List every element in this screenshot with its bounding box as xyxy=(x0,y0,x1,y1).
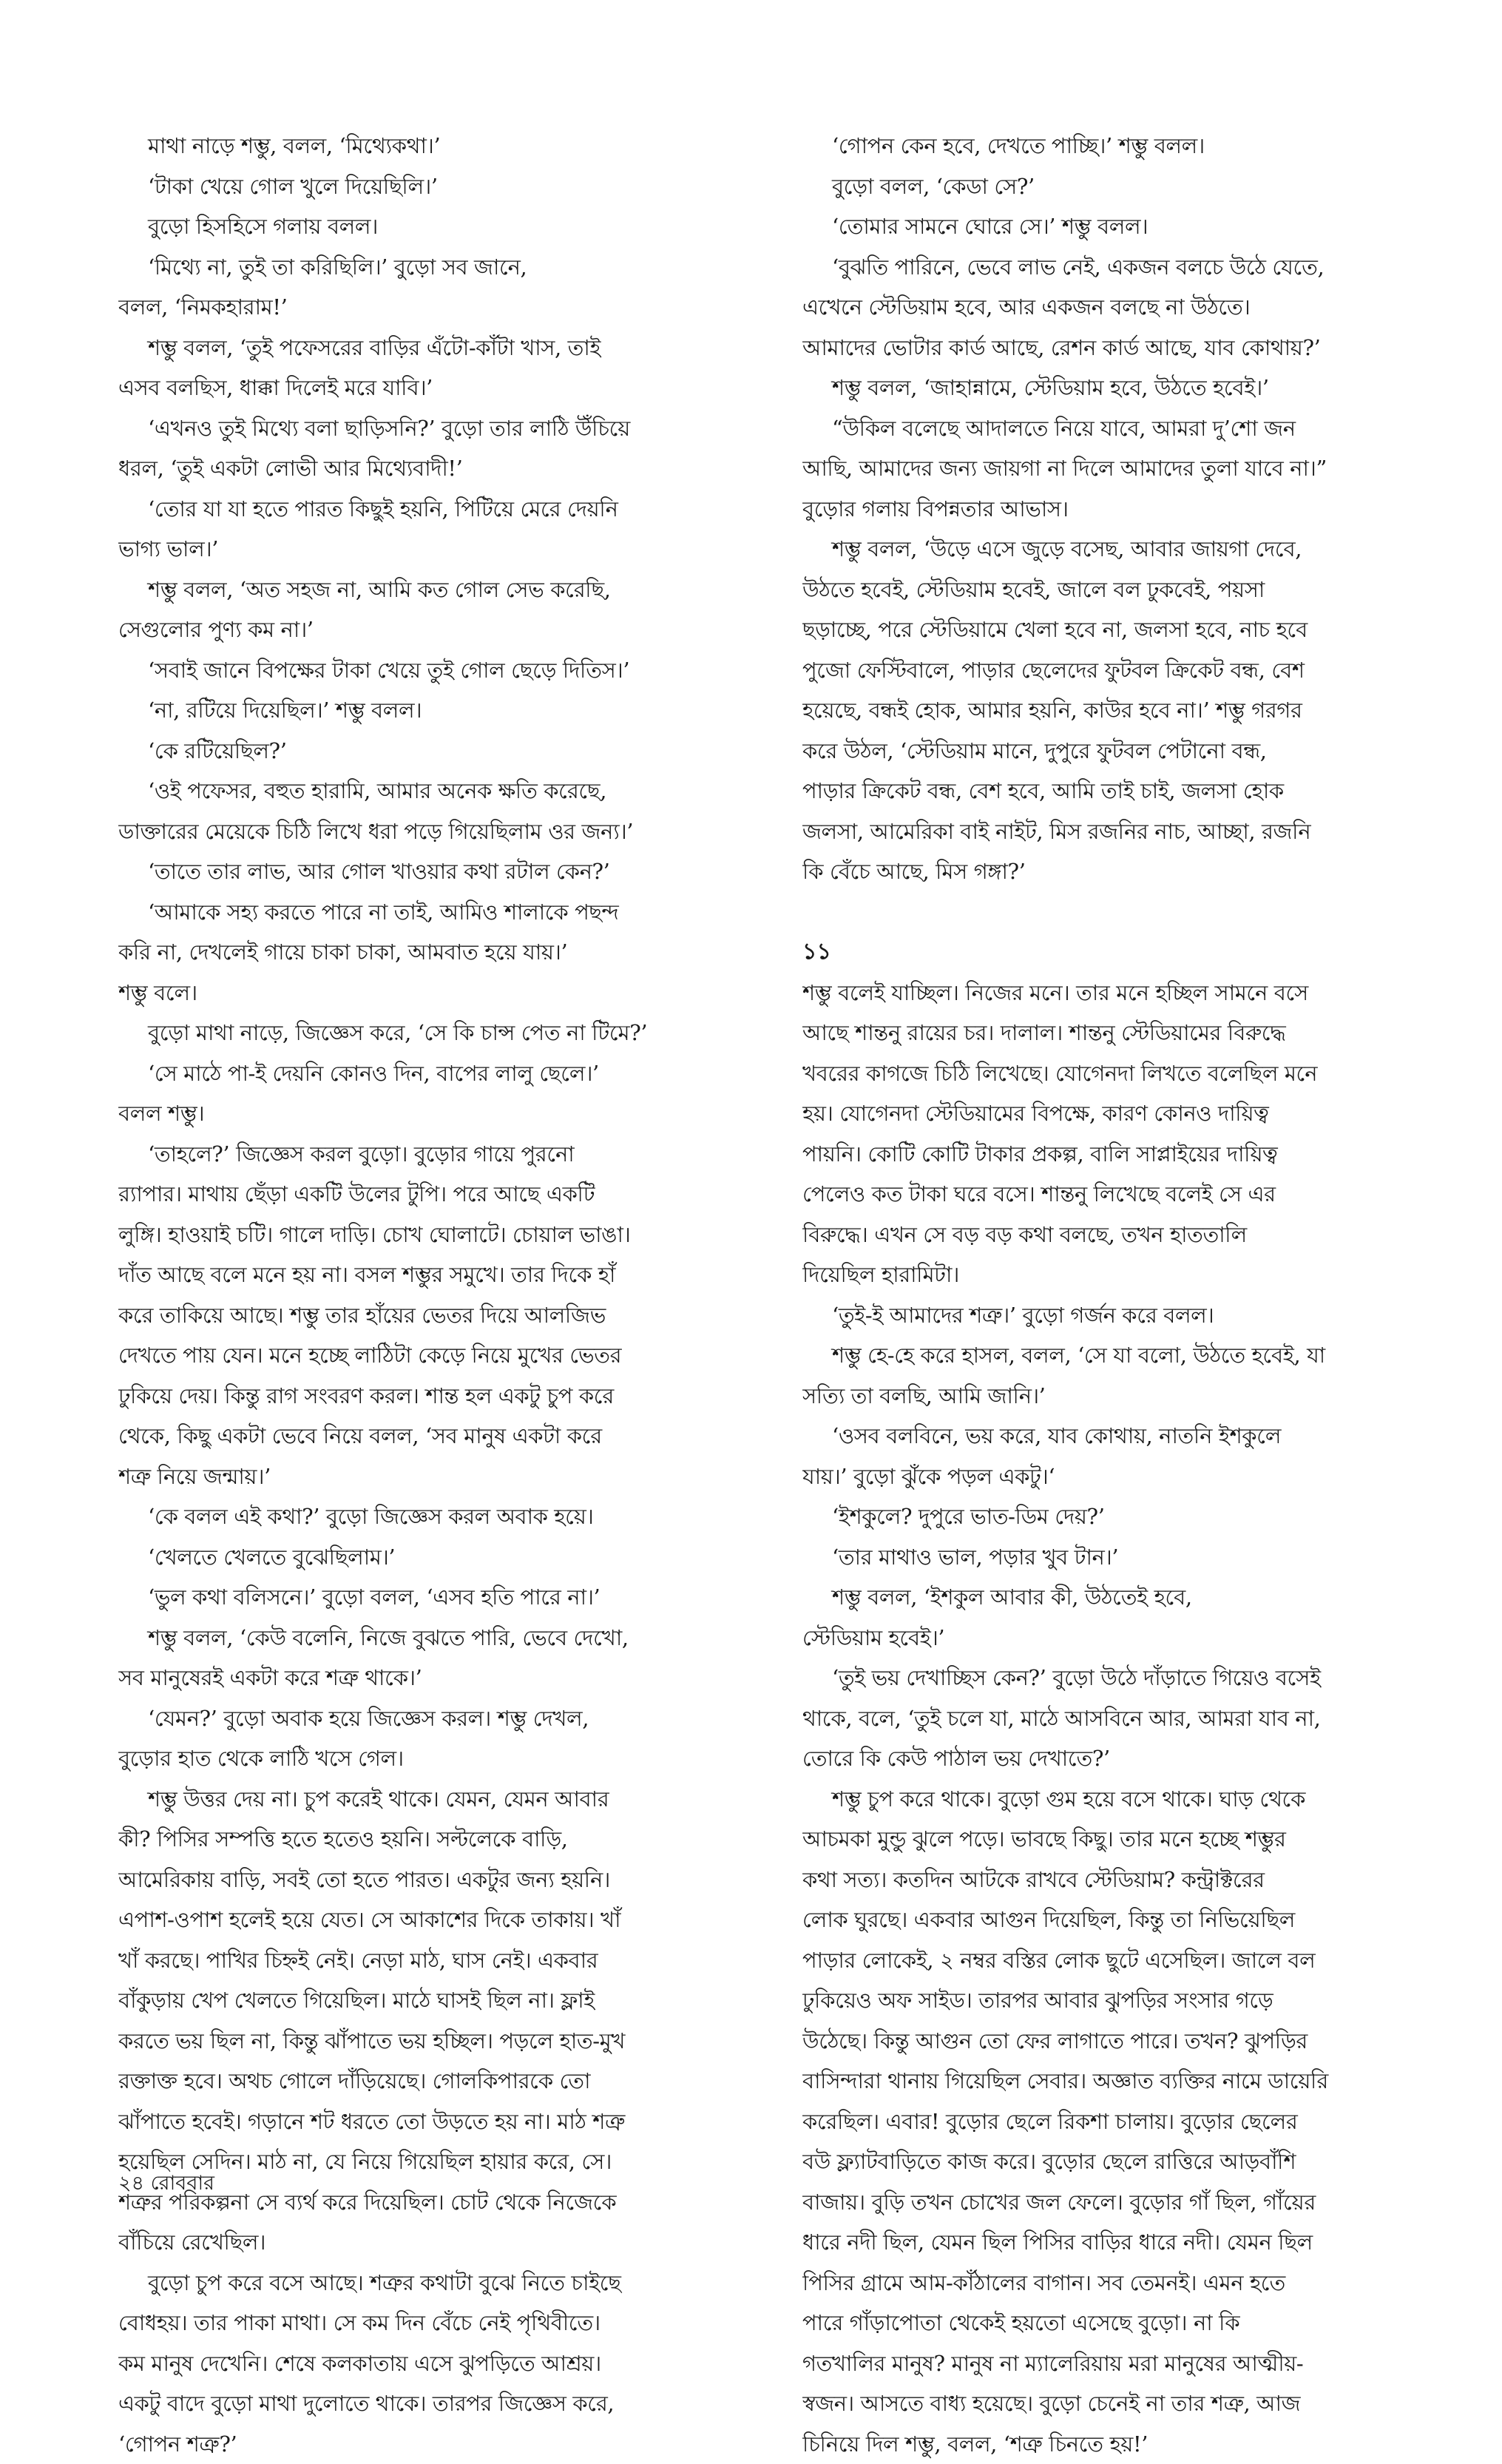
right-column-top-text xyxy=(802,126,1453,892)
text-line: এসব বলছিস, ধাক্কা দিলেই মরে যাবি।’ xyxy=(118,368,769,408)
text-line: আছে শান্তনু রায়ের চর। দালাল। শান্তনু স্টেডিয়ামের বিরুদ্ধে xyxy=(802,1013,1453,1053)
text-line: বুড়ো মাথা নাড়ে, জিজ্ঞেস করে, ‘সে কি চান্স পেত না টিমে?’ xyxy=(118,1013,769,1053)
text-line: তোরে কি কেউ পাঠাল ভয় দেখাতে?’ xyxy=(802,1738,1453,1779)
text-line: বলল, ‘নিমকহারাম!’ xyxy=(118,287,769,328)
text-line: খবরের কাগজে চিঠি লিখেছে। যোগেনদা লিখতে বলেছিল মনে xyxy=(802,1053,1453,1094)
text-line: যায়।’ বুড়ো ঝুঁকে পড়ল একটু।‘ xyxy=(802,1457,1453,1497)
text-line: শম্ভু বলল, ‘উড়ে এসে জুড়ে বসেছ, আবার জায়গা দেবে, xyxy=(802,529,1453,570)
text-line: বুড়ো চুপ করে বসে আছে। শত্রুর কথাটা বুঝে নিতে চাইছে xyxy=(118,2263,769,2303)
text-line: ডাক্তারের মেয়েকে চিঠি লিখে ধরা পড়ে গিয়েছিলাম ওর জন্য।’ xyxy=(118,811,769,852)
text-line: এপাশ-ওপাশ হলেই হয়ে যেত। সে আকাশের দিকে তাকায়। খাঁ xyxy=(118,1900,769,1940)
text-line: ধরল, ‘তুই একটা লোভী আর মিথ্যেবাদী!’ xyxy=(118,448,769,489)
text-line: ‘তোমার সামনে ঘোরে সে।’ শম্ভু বলল। xyxy=(802,206,1453,247)
text-line: হয়েছে, বন্ধই হোক, আমার হয়নি, কাউর হবে না।’ শম্ভু গরগর xyxy=(802,690,1453,731)
text-line: হয়। যোগেনদা স্টেডিয়ামের বিপক্ষে, কারণ কোনও দায়িত্ব xyxy=(802,1093,1453,1134)
text-line: ‘তার মাথাও ভাল, পড়ার খুব টান।’ xyxy=(802,1537,1453,1578)
text-line: ‘বুঝতি পারিনে, ভেবে লাভ নেই, একজন বলচে উঠে যেতে, xyxy=(802,247,1453,288)
text-line: ‘না, রটিয়ে দিয়েছিল।’ শম্ভু বলল। xyxy=(118,690,769,731)
text-line: পারে গাঁড়াপোতা থেকেই হয়তো এসেছে বুড়ো। না কি xyxy=(802,2303,1453,2343)
text-line: করতে ভয় ছিল না, কিন্তু ঝাঁপাতে ভয় হচ্ছিল। পড়লে হাত-মুখ xyxy=(118,2021,769,2062)
text-line: ছড়াচ্ছে, পরে স্টেডিয়ামে খেলা হবে না, জলসা হবে, নাচ হবে xyxy=(802,610,1453,650)
text-line: লুঙ্গি। হাওয়াই চটি। গালে দাড়ি। চোখ ঘোলাটে। চোয়াল ভাঙা। xyxy=(118,1215,769,1255)
text-line: শম্ভু বলল, ‘কেউ বলেনি, নিজে বুঝতে পারি, ভেবে দেখো, xyxy=(118,1618,769,1658)
text-line: স্বজন। আসতে বাধ্য হয়েছে। বুড়ো চেনেই না তার শত্রু, আজ xyxy=(802,2383,1453,2424)
text-line: ‘ইশকুলে? দুপুরে ভাত-ডিম দেয়?’ xyxy=(802,1496,1453,1537)
text-line: ‘যেমন?’ বুড়ো অবাক হয়ে জিজ্ঞেস করল। শম্ভু দেখল, xyxy=(118,1698,769,1739)
text-line: কথা সত্য। কতদিন আটকে রাখবে স্টেডিয়াম? কন্ট্রাক্টরের xyxy=(802,1860,1453,1900)
right-column xyxy=(802,126,1453,2464)
text-line: ‘সবাই জানে বিপক্ষের টাকা খেয়ে তুই গোল ছেড়ে দিতিস।’ xyxy=(118,650,769,691)
text-line: পায়নি। কোটি কোটি টাকার প্রকল্প, বালি সাপ্লাইয়ের দায়িত্ব xyxy=(802,1134,1453,1175)
text-line: ভাগ্য ভাল।’ xyxy=(118,529,769,570)
right-column-bottom-text xyxy=(802,973,1453,2464)
text-line: সত্যি তা বলছি, আমি জানি।’ xyxy=(802,1376,1453,1417)
text-line: গতখালির মানুষ? মানুষ না ম্যালেরিয়ায় মরা মানুষের আত্মীয়- xyxy=(802,2343,1453,2384)
text-line: ‘ওসব বলবিনে, ভয় করে, যাব কোথায়, নাতনি ইশকুলে xyxy=(802,1416,1453,1457)
text-line: ঢুকিয়েও অফ সাইড। তারপর আবার ঝুপড়ির সংসার গড়ে xyxy=(802,1980,1453,2021)
text-line: বলল শম্ভু। xyxy=(118,1093,769,1134)
text-line: হয়েছিল সেদিন। মাঠ না, যে নিয়ে গিয়েছিল হায়ার করে, সে। xyxy=(118,2141,769,2182)
text-line: থেকে, কিছু একটা ভেবে নিয়ে বলল, ‘সব মানুষ একটা করে xyxy=(118,1416,769,1457)
text-line: খাঁ করছে। পাখির চিহ্নই নেই। নেড়া মাঠ, ঘাস নেই। একবার xyxy=(118,1940,769,1981)
text-line: ‘তুই ভয় দেখাচ্ছিস কেন?’ বুড়ো উঠে দাঁড়াতে গিয়েও বসেই xyxy=(802,1658,1453,1698)
text-line: শত্রু নিয়ে জন্মায়।’ xyxy=(118,1457,769,1497)
left-column xyxy=(118,126,769,2464)
text-line: দেখতে পায় যেন। মনে হচ্ছে লাঠিটা কেড়ে নিয়ে মুখের ভেতর xyxy=(118,1335,769,1376)
text-line: ধারে নদী ছিল, যেমন ছিল পিসির বাড়ির ধারে নদী। যেমন ছিল xyxy=(802,2222,1453,2263)
text-line: জলসা, আমেরিকা বাই নাইট, মিস রজনির নাচ, আচ্ছা, রজনি xyxy=(802,811,1453,852)
text-line: ‘ভুল কথা বলিসনে।’ বুড়ো বলল, ‘এসব হতি পারে না।’ xyxy=(118,1577,769,1618)
text-line: আমেরিকায় বাড়ি, সবই তো হতে পারত। একটুর জন্য হয়নি। xyxy=(118,1860,769,1900)
text-line: আছি, আমাদের জন্য জায়গা না দিলে আমাদের তুলা যাবে না।” xyxy=(802,448,1453,489)
text-line: উঠতে হবেই, স্টেডিয়াম হবেই, জালে বল ঢুকবেই, পয়সা xyxy=(802,570,1453,610)
text-line: ‘মিথ্যে না, তুই তা করিছিলি।’ বুড়ো সব জানে, xyxy=(118,247,769,288)
text-line: ঝাঁপাতে হবেই। গড়ানে শট ধরতে তো উড়তে হয় না। মাঠ শত্রু xyxy=(118,2102,769,2142)
text-line: কী? পিসির সম্পত্তি হতে হতেও হয়নি। সল্টলেকে বাড়ি, xyxy=(118,1819,769,1860)
text-line: ঢুকিয়ে দেয়। কিন্তু রাগ সংবরণ করল। শান্ত হল একটু চুপ করে xyxy=(118,1376,769,1417)
text-line: উঠেছে। কিন্তু আগুন তো ফের লাগাতে পারে। তখন? ঝুপড়ির xyxy=(802,2021,1453,2062)
text-line: ‘গোপন কেন হবে, দেখতে পাচ্ছি।’ শম্ভু বলল। xyxy=(802,126,1453,166)
text-line: কি বেঁচে আছে, মিস গঙ্গা?’ xyxy=(802,851,1453,892)
text-line: শম্ভু বলল, ‘অত সহজ না, আমি কত গোল সেভ করেছি, xyxy=(118,570,769,610)
text-line: পিসির গ্রামে আম-কাঁঠালের বাগান। সব তেমনই। এমন হতে xyxy=(802,2263,1453,2303)
text-line: এখেনে স্টেডিয়াম হবে, আর একজন বলছে না উঠতে। xyxy=(802,287,1453,328)
text-line: চিনিয়ে দিল শম্ভু, বলল, ‘শত্রু চিনতে হয়!’ xyxy=(802,2424,1453,2464)
text-line: ‘ওই পফেসর, বহুত হারামি, আমার অনেক ক্ষতি করেছে, xyxy=(118,771,769,811)
text-line: শম্ভু বলল, ‘ইশকুল আবার কী, উঠতেই হবে, xyxy=(802,1577,1453,1618)
text-line: রক্তাক্ত হবে। অথচ গোলে দাঁড়িয়েছে। গোলকিপারকে তো xyxy=(118,2061,769,2102)
text-line: ‘তুই-ই আমাদের শত্রু।’ বুড়ো গর্জন করে বলল। xyxy=(802,1295,1453,1336)
text-line: বিরুদ্ধে। এখন সে বড় বড় কথা বলছে, তখন হাততালি xyxy=(802,1215,1453,1255)
text-line: লোক ঘুরছে। একবার আগুন দিয়েছিল, কিন্তু তা নিভিয়েছিল xyxy=(802,1900,1453,1940)
text-line: পুজো ফেস্টিবালে, পাড়ার ছেলেদের ফুটবল ক্রিকেট বন্ধ, বেশ xyxy=(802,650,1453,691)
text-line: বুড়ো বলল, ‘কেডা সে?’ xyxy=(802,166,1453,207)
text-line: ‘তোর যা যা হতে পারত কিছুই হয়নি, পিটিয়ে মেরে দেয়নি xyxy=(118,489,769,530)
text-line: দাঁত আছে বলে মনে হয় না। বসল শম্ভুর সমুখে। তার দিকে হাঁ xyxy=(118,1255,769,1295)
text-line: আচমকা মুন্ডু ঝুলে পড়ে। ভাবছে কিছু। তার মনে হচ্ছে শম্ভুর xyxy=(802,1819,1453,1860)
text-line: করেছিল। এবার! বুড়োর ছেলে রিকশা চালায়। বুড়োর ছেলের xyxy=(802,2102,1453,2142)
text-line: ‘তাতে তার লাভ, আর গোল খাওয়ার কথা রটাল কেন?’ xyxy=(118,851,769,892)
text-line: মাথা নাড়ে শম্ভু, বলল, ‘মিথ্যেকথা।’ xyxy=(118,126,769,166)
text-line: বউ ফ্ল্যাটবাড়িতে কাজ করে। বুড়োর ছেলে রাত্তিরে আড়বাঁশি xyxy=(802,2141,1453,2182)
text-line: বাঁচিয়ে রেখেছিল। xyxy=(118,2222,769,2263)
text-line: থাকে, বলে, ‘তুই চলে যা, মাঠে আসবিনে আর, আমরা যাব না, xyxy=(802,1698,1453,1739)
text-line: “উকিল বলেছে আদালতে নিয়ে যাবে, আমরা দু’শো জন xyxy=(802,408,1453,449)
text-line: শম্ভু চুপ করে থাকে। বুড়ো গুম হয়ে বসে থাকে। ঘাড় থেকে xyxy=(802,1779,1453,1820)
text-line: সেগুলোর পুণ্য কম না।’ xyxy=(118,610,769,650)
text-line: করি না, দেখলেই গায়ে চাকা চাকা, আমবাত হয়ে যায়।’ xyxy=(118,932,769,973)
text-line: সব মানুষেরই একটা করে শত্রু থাকে।’ xyxy=(118,1658,769,1698)
text-line: ‘কে রটিয়েছিল?’ xyxy=(118,731,769,772)
text-line: ‘সে মাঠে পা-ই দেয়নি কোনও দিন, বাপের লালু ছেলে।’ xyxy=(118,1053,769,1094)
text-line: শম্ভু বলল, ‘জাহান্নামে, স্টেডিয়াম হবে, উঠতে হবেই।’ xyxy=(802,368,1453,408)
section-gap xyxy=(802,892,1453,933)
text-line: ‘গোপন শত্রু?’ xyxy=(118,2424,769,2464)
text-line: র‍্যাপার। মাথায় ছেঁড়া একটি উলের টুপি। পরে আছে একটি xyxy=(118,1174,769,1215)
text-line: শম্ভু হে-হে করে হাসল, বলল, ‘সে যা বলো, উঠতে হবেই, যা xyxy=(802,1335,1453,1376)
text-line: ‘টাকা খেয়ে গোল খুলে দিয়েছিলি।’ xyxy=(118,166,769,207)
text-line: বোধহয়। তার পাকা মাথা। সে কম দিন বেঁচে নেই পৃথিবীতে। xyxy=(118,2303,769,2343)
text-line: বাজায়। বুড়ি তখন চোখের জল ফেলে। বুড়োর গাঁ ছিল, গাঁয়ের xyxy=(802,2182,1453,2223)
text-line: একটু বাদে বুড়ো মাথা দুলোতে থাকে। তারপর জিজ্ঞেস করে, xyxy=(118,2383,769,2424)
text-line: বুড়োর গলায় বিপন্নতার আভাস। xyxy=(802,489,1453,530)
page-footer: ২৪ রোববার xyxy=(118,2169,214,2198)
text-line: পাড়ার ক্রিকেট বন্ধ, বেশ হবে, আমি তাই চাই, জলসা হোক xyxy=(802,771,1453,811)
text-line: আমাদের ভোটার কার্ড আছে, রেশন কার্ড আছে, যাব কোথায়?’ xyxy=(802,328,1453,368)
text-line: বুড়ো হিসহিসে গলায় বলল। xyxy=(118,206,769,247)
text-line: বাঁকুড়ায় খেপ খেলতে গিয়েছিল। মাঠে ঘাসই ছিল না। ফ্লাই xyxy=(118,1980,769,2021)
text-line: ‘আমাকে সহ্য করতে পারে না তাই, আমিও শালাকে পছন্দ xyxy=(118,892,769,933)
text-line: পেলেও কত টাকা ঘরে বসে। শান্তনু লিখেছে বলেই সে এর xyxy=(802,1174,1453,1215)
text-line: বাসিন্দারা থানায় গিয়েছিল সেবার। অজ্ঞাত ব্যক্তির নামে ডায়েরি xyxy=(802,2061,1453,2102)
text-line: করে তাকিয়ে আছে। শম্ভু তার হাঁয়ের ভেতর দিয়ে আলজিভ xyxy=(118,1295,769,1336)
text-line: পাড়ার লোকেই, ২ নম্বর বস্তির লোক ছুটে এসেছিল। জালে বল xyxy=(802,1940,1453,1981)
text-line: ‘কে বলল এই কথা?’ বুড়ো জিজ্ঞেস করল অবাক হয়ে। xyxy=(118,1496,769,1537)
text-line: শম্ভু বলেই যাচ্ছিল। নিজের মনে। তার মনে হচ্ছিল সামনে বসে xyxy=(802,973,1453,1013)
text-line: ‘এখনও তুই মিথ্যে বলা ছাড়িসনি?’ বুড়ো তার লাঠি উঁচিয়ে xyxy=(118,408,769,449)
text-line: ‘তাহলে?’ জিজ্ঞেস করল বুড়ো। বুড়োর গায়ে পুরনো xyxy=(118,1134,769,1175)
text-line: শম্ভু বলল, ‘তুই পফেসরের বাড়ির এঁটো-কাঁটা খাস, তাই xyxy=(118,328,769,368)
text-line: দিয়েছিল হারামিটা। xyxy=(802,1255,1453,1295)
text-line: ‘খেলতে খেলতে বুঝেছিলাম।’ xyxy=(118,1537,769,1578)
text-line: বুড়োর হাত থেকে লাঠি খসে গেল। xyxy=(118,1738,769,1779)
text-line: শত্রুর পরিকল্পনা সে ব্যর্থ করে দিয়েছিল। চোট থেকে নিজেকে xyxy=(118,2182,769,2223)
text-line: শম্ভু বলে। xyxy=(118,973,769,1013)
text-line: শম্ভু উত্তর দেয় না। চুপ করেই থাকে। যেমন, যেমন আবার xyxy=(118,1779,769,1820)
section-number: ১১ xyxy=(802,932,1453,973)
text-line: স্টেডিয়াম হবেই।’ xyxy=(802,1618,1453,1658)
text-line: করে উঠল, ‘স্টেডিয়াম মানে, দুপুরে ফুটবল পেটানো বন্ধ, xyxy=(802,731,1453,772)
text-line: কম মানুষ দেখেনি। শেষে কলকাতায় এসে ঝুপড়িতে আশ্রয়। xyxy=(118,2343,769,2384)
